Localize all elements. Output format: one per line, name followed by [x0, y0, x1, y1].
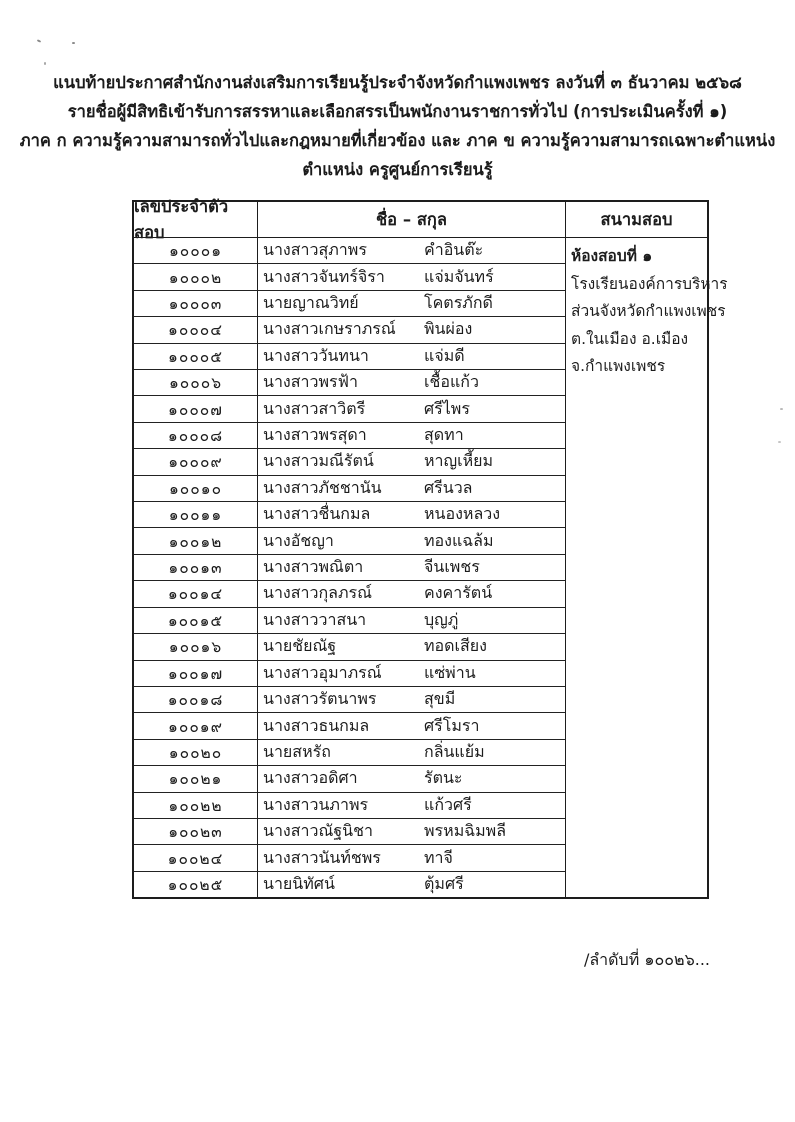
last-name: พรหมฉิมพลี — [424, 821, 507, 841]
first-name: นายชัยณัฐ — [263, 636, 337, 656]
first-name: นางอัชญา — [263, 530, 334, 550]
name-cell — [258, 740, 565, 765]
table-row — [134, 502, 565, 528]
document-header — [0, 68, 795, 184]
name-cell — [258, 714, 565, 739]
exam-id-cell: ๑๐๐๐๓ — [134, 291, 258, 316]
column-header-venue: สนามสอบ — [565, 202, 707, 237]
table-row — [134, 793, 565, 819]
exam-id-cell: ๑๐๐๑๒ — [134, 528, 258, 553]
first-name: นางสาวพณิตา — [263, 557, 364, 577]
table-row — [134, 687, 565, 713]
table-row — [134, 423, 565, 449]
table-row — [134, 766, 565, 792]
header-line-1: แนบท้ายประกาศสำนักงานส่งเสริมการเรียนรู้ประจำจังหวัดกำแพงเพชร ลงวันที่ ๓ ธันวาคม ๒๕๖๘ — [53, 73, 742, 92]
table-row — [134, 528, 565, 554]
scan-speck — [72, 42, 75, 44]
first-name: นายสหรัถ — [263, 741, 331, 761]
exam-id-cell: ๑๐๐๒๒ — [134, 793, 258, 818]
last-name: สุดทา — [424, 425, 464, 445]
first-name: นางสาววาสนา — [263, 609, 367, 629]
name-cell — [258, 608, 565, 633]
name-cell — [258, 476, 565, 501]
table-row — [134, 581, 565, 607]
name-cell — [258, 634, 565, 659]
exam-id-cell: ๑๐๐๒๓ — [134, 819, 258, 844]
table-rows — [134, 238, 565, 897]
table-body — [134, 238, 728, 897]
name-cell — [258, 265, 565, 290]
name-cell — [258, 344, 565, 369]
last-name: ทาจี — [424, 847, 453, 867]
last-name: พินผ่อง — [424, 319, 473, 339]
footer-note: /ลำดับที่ ๑๐๐๒๖... — [583, 950, 710, 969]
exam-id-cell: ๑๐๐๑๕ — [134, 608, 258, 633]
table-row — [134, 396, 565, 422]
name-cell — [258, 661, 565, 686]
name-cell — [258, 317, 565, 342]
last-name: แซ่พ่าน — [424, 662, 476, 682]
column-header-exam-id: เลขประจำตัวสอบ — [134, 202, 258, 237]
table-row — [134, 845, 565, 871]
table-row — [134, 740, 565, 766]
table-row — [134, 264, 565, 290]
last-name: สุขมี — [424, 689, 456, 709]
last-name: ตุ้มศรี — [424, 873, 464, 893]
exam-id-cell: ๑๐๐๐๖ — [134, 370, 258, 395]
column-header-name: ชื่อ – สกุล — [375, 209, 448, 229]
last-name: ศรีไพร — [424, 398, 470, 418]
name-cell — [258, 555, 565, 580]
first-name: นางสาวสุภาพร — [263, 240, 367, 260]
last-name: คงคารัตน์ — [424, 583, 493, 603]
table-header-row — [134, 196, 707, 242]
exam-id-cell: ๑๐๐๒๕ — [134, 872, 258, 897]
last-name: ศรีนวล — [424, 477, 473, 497]
venue-cell — [565, 238, 728, 897]
exam-id-cell: ๑๐๐๒๑ — [134, 766, 258, 791]
last-name: ทอดเสียง — [424, 636, 487, 656]
scan-speck — [778, 441, 781, 443]
name-cell — [258, 370, 565, 395]
exam-id-cell: ๑๐๐๒๐ — [134, 740, 258, 765]
first-name: นางสาวพรสุดา — [263, 425, 367, 445]
exam-id-cell: ๑๐๐๐๗ — [134, 396, 258, 421]
header-line-2: รายชื่อผู้มีสิทธิเข้ารับการสรรหาและเลือกสรรเป็นพนักงานราชการทั่วไป (การประเมินครั้งที่ ๑) — [67, 102, 728, 121]
last-name: จีนเพชร — [424, 557, 480, 577]
venue-line: โรงเรียนองค์การบริหาร — [571, 274, 728, 293]
table-row — [134, 713, 565, 739]
name-cell — [258, 423, 565, 448]
exam-id-cell: ๑๐๐๑๔ — [134, 581, 258, 606]
exam-id-cell: ๑๐๐๑๗ — [134, 661, 258, 686]
candidate-table — [132, 196, 728, 899]
exam-id-cell: ๑๐๐๐๔ — [134, 317, 258, 342]
table-row — [134, 476, 565, 502]
exam-id-cell: ๑๐๐๑๑ — [134, 502, 258, 527]
header-line-4: ตำแหน่ง ครูศูนย์การเรียนรู้ — [302, 160, 493, 179]
exam-id-cell: ๑๐๐๑๘ — [134, 687, 258, 712]
first-name: นางสาวรัตนาพร — [263, 689, 377, 709]
last-name: ศรีโมรา — [424, 715, 480, 735]
venue-room: ห้องสอบที่ ๑ — [571, 247, 653, 265]
first-name: นางสาวภัชชานัน — [263, 477, 382, 497]
last-name: แก้วศรี — [424, 794, 472, 814]
name-cell — [258, 502, 565, 527]
venue-line: ส่วนจังหวัดกำแพงเพชร — [571, 302, 726, 320]
name-cell — [258, 238, 565, 263]
last-name: แจ่มจันทร์ — [424, 266, 494, 286]
exam-id-cell: ๑๐๐๒๔ — [134, 845, 258, 870]
name-cell — [258, 449, 565, 474]
last-name: หนองหลวง — [424, 504, 501, 524]
table-row — [134, 291, 565, 317]
name-cell — [258, 846, 565, 871]
first-name: นางสาวมณีรัตน์ — [263, 451, 374, 471]
exam-id-cell: ๑๐๐๑๙ — [134, 713, 258, 738]
first-name: นายญาณวิทย์ — [263, 293, 359, 313]
exam-id-cell: ๑๐๐๐๙ — [134, 449, 258, 474]
exam-id-cell: ๑๐๐๑๓ — [134, 555, 258, 580]
first-name: นางสาวกุลภรณ์ — [263, 583, 372, 603]
first-name: นางสาวณัฐนิชา — [263, 821, 373, 841]
first-name: นายนิทัศน์ — [263, 873, 335, 893]
first-name: นางสาวจันทร์จิรา — [263, 266, 385, 286]
exam-id-cell: ๑๐๐๑๐ — [134, 476, 258, 501]
last-name: เชื้อแก้ว — [424, 372, 479, 392]
last-name: โคตรภักดี — [424, 293, 493, 313]
scan-speck — [44, 62, 46, 65]
table-row — [134, 370, 565, 396]
name-cell — [258, 687, 565, 712]
exam-id-cell: ๑๐๐๑๖ — [134, 634, 258, 659]
venue-line: จ.กำแพงเพชร — [571, 357, 666, 375]
last-name: ทองแฉล้ม — [424, 530, 494, 550]
last-name: รัตนะ — [424, 768, 463, 788]
first-name: นางสาวอดิศา — [263, 768, 358, 788]
first-name: นางสาวนันท์ชพร — [263, 847, 381, 867]
last-name: แจ่มดี — [424, 345, 465, 365]
scan-speck — [780, 408, 783, 410]
table-row — [134, 872, 565, 897]
table-row — [134, 449, 565, 475]
name-cell — [258, 766, 565, 791]
name-cell — [258, 291, 565, 316]
exam-id-cell: ๑๐๐๐๕ — [134, 344, 258, 369]
table-row — [134, 661, 565, 687]
exam-id-cell: ๑๐๐๐๑ — [134, 238, 258, 263]
table-row — [134, 819, 565, 845]
first-name: นางสาววันทนา — [263, 345, 369, 365]
last-name: หาญเหี้ยม — [424, 451, 494, 471]
last-name: กลิ่นแย้ม — [424, 741, 485, 761]
name-cell — [258, 397, 565, 422]
table-row — [134, 344, 565, 370]
scan-speck — [37, 39, 41, 43]
first-name: นางสาวสาวิตรี — [263, 398, 366, 418]
table-row — [134, 608, 565, 634]
exam-id-cell: ๑๐๐๐๘ — [134, 423, 258, 448]
first-name: นางสาวเกษราภรณ์ — [263, 319, 396, 339]
name-cell — [258, 529, 565, 554]
table-row — [134, 317, 565, 343]
name-cell — [258, 793, 565, 818]
exam-id-cell: ๑๐๐๐๒ — [134, 264, 258, 289]
first-name: นางสาวชื่นกมล — [263, 504, 371, 524]
table-row — [134, 238, 565, 264]
table-row — [134, 555, 565, 581]
name-cell — [258, 819, 565, 844]
first-name: นางสาวพรฟ้า — [263, 372, 358, 392]
first-name: นางสาวอุมาภรณ์ — [263, 662, 382, 682]
name-cell — [258, 581, 565, 606]
name-cell — [258, 872, 565, 897]
header-line-3: ภาค ก ความรู้ความสามารถทั่วไปและกฎหมายที่เกี่ยวข้อง และ ภาค ข ความรู้ความสามารถเฉพาะตำแหน่ง — [19, 131, 776, 150]
table-row — [134, 634, 565, 660]
first-name: นางสาวธนกมล — [263, 715, 370, 735]
last-name: บุญภู่ — [424, 609, 459, 629]
last-name: คำอินต๊ะ — [424, 240, 484, 260]
first-name: นางสาวนภาพร — [263, 794, 369, 814]
venue-line: ต.ในเมือง อ.เมือง — [571, 329, 689, 348]
